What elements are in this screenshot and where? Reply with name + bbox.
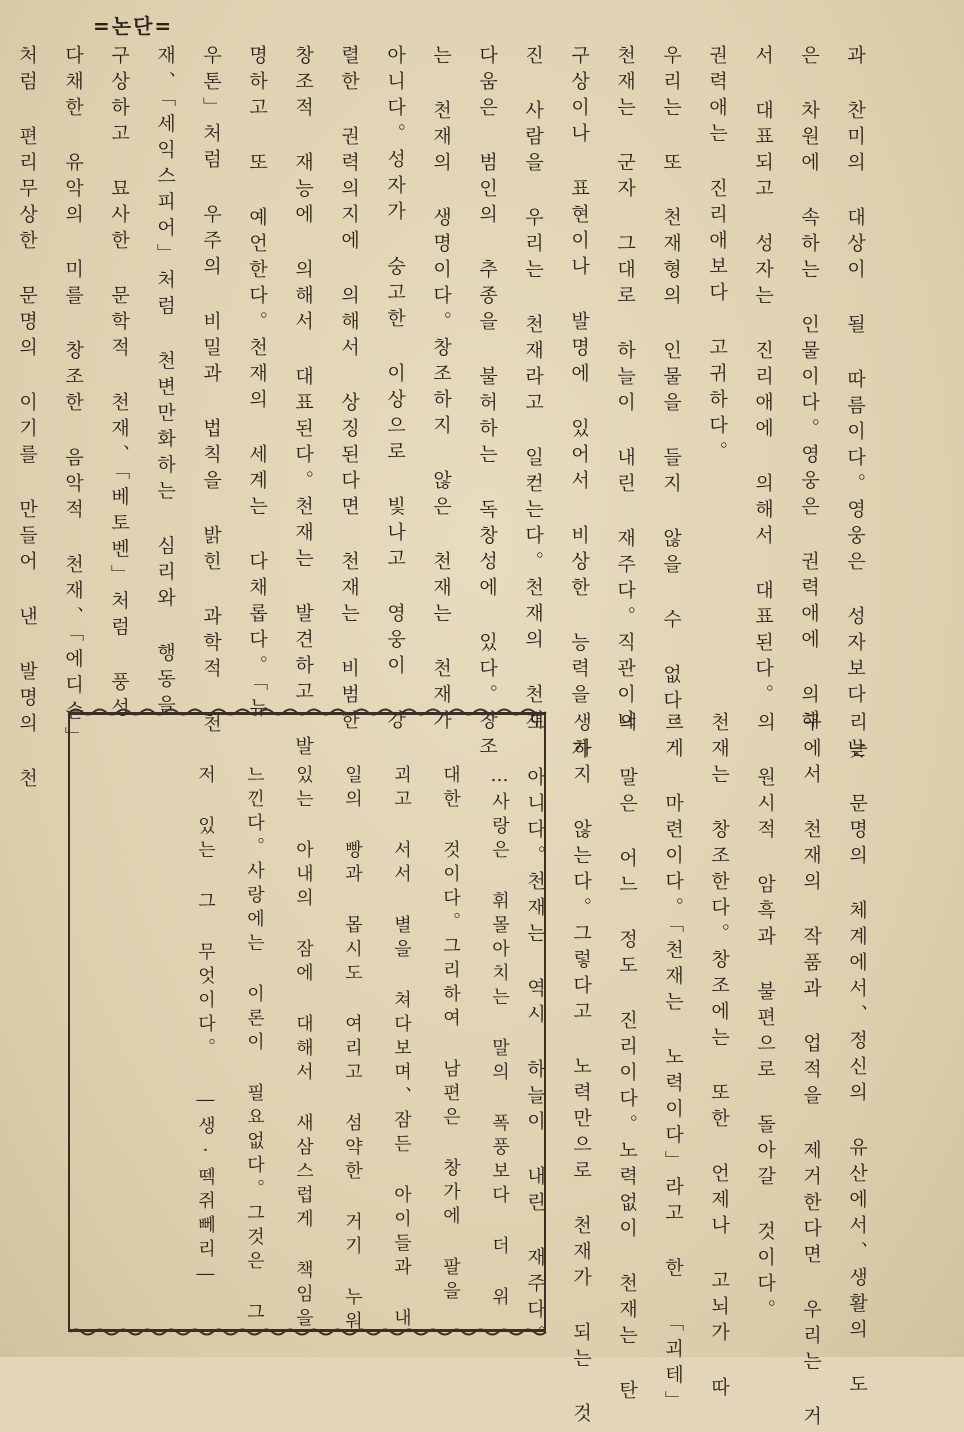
text-column: 천재는 창조한다。창조에는 또한 언제나 고뇌가 따 — [708, 712, 730, 1403]
text-column: 의 원시적 암흑과 불편으로 돌아갈 것이다。 — [754, 712, 776, 1325]
text-column — [0, 45, 4, 680]
text-column: 구에서 천재의 작품과 업적을 제거한다면 우리는 거 — [800, 712, 822, 1432]
quote-text — [84, 765, 524, 1335]
quote-column: 저 있는 그 무엇이다。 ―생·떽쥐뻬리― — [195, 765, 216, 1290]
text-column: 서 대표되고 성자는 진리애에 의해서 대표된다。 — [752, 45, 774, 710]
quote-column: 느낀다。사랑에는 이론이 필요없다。그것은 그 — [244, 765, 265, 1326]
text-column: 리는 문명의 체계에서、정신의 유산에서、생활의 도 — [846, 712, 868, 1400]
text-column: 아니다。성자가 숭고한 이상으로 빛나고 영웅이 강 — [384, 45, 406, 736]
text-column: 는 천재의 생명이다。창조하지 않은 천재는 천재가 — [430, 45, 452, 736]
text-column: 천재는 군자 그대로 하늘이 내린 재주다。직관이나 — [614, 45, 636, 736]
main-article-text — [16, 45, 878, 794]
text-column: 우톤」처럼 우주의 비밀과 법칙을 밝힌 과학적 천 — [200, 45, 222, 739]
text-column: 처럼 편리무상한 문명의 이기를 만들어 낸 발명의 천 — [16, 45, 38, 794]
text-column: 은 차원에 속하는 인물이다。영웅은 권력애에 의해 — [798, 45, 820, 736]
quote-column: 괴고 서서 별을 쳐다보며、잠든 아이들과 내 — [391, 765, 412, 1332]
text-column: 도 아니다。천재는 역시 하늘이 내린 재주다。 — [524, 712, 546, 1351]
quote-column: 대한 것이다。그리하여 남편은 창가에 팔을 — [440, 765, 461, 1305]
quote-box — [68, 712, 546, 1335]
text-column: 우리는 또 천재형의 인물을 들지 않을 수 없다。 — [660, 45, 682, 742]
text-column: 권력애는 진리애보다 고귀하다。 — [706, 45, 728, 467]
text-column: 구상이나 표현이나 발명에 있어서 비상한 능력을 가 — [568, 45, 590, 765]
quote-column: 있는 아내의 잠에 대해서 새삼스럽게 책임을 — [293, 765, 314, 1332]
text-column: 르게 마련이다。「천재는 노력이다」라고 한 「괴테」 — [662, 712, 684, 1417]
text-column: 재、「세익스피어」처럼 천변만화하는 심리와 행동을 — [154, 45, 176, 721]
wavy-border-bottom — [70, 1327, 544, 1337]
text-column: 명하고 또 예언한다。천재의 세계는 다채롭다。「뉴 — [246, 45, 268, 724]
text-column: 진 사람을 우리는 천재라고 일컫는다。천재의 천재 — [522, 45, 544, 736]
text-column: 구상하고 묘사한 문학적 천재、「베토벤」처럼 풍성 — [108, 45, 130, 724]
wavy-border-top — [70, 707, 544, 717]
text-column: 렬한 권력의지에 의해서 상징된다면 천재는 비범한 — [338, 45, 360, 736]
section-label: =논단= — [93, 14, 174, 38]
text-column: 과 찬미의 대상이 될 따름이다。영웅은 성자보다 낮 — [844, 45, 866, 765]
text-column: 의 말은 어느 정도 진리이다。노력없이 천재는 탄 — [616, 712, 638, 1406]
text-column: 창조적 재능에 의해서 대표된다。천재는 발견하고 발 — [292, 45, 314, 762]
text-column: 다채한 유악의 미를 창조한 음악적 천재、「에디슨」 — [62, 45, 84, 753]
text-column: 생하지 않는다。그렇다고 노력만으로 천재가 되는 것 — [570, 712, 592, 1429]
quote-column: 일의 빵과 몹시도 여리고 섬약한 거기 누워 — [342, 765, 363, 1335]
text-column: 다움은 범인의 추종을 불허하는 독창성에 있다。창조 — [476, 45, 498, 762]
continued-article-text — [524, 712, 880, 1432]
quote-column: …사랑은 휘몰아치는 말의 폭풍보다 더 위 — [489, 765, 510, 1311]
